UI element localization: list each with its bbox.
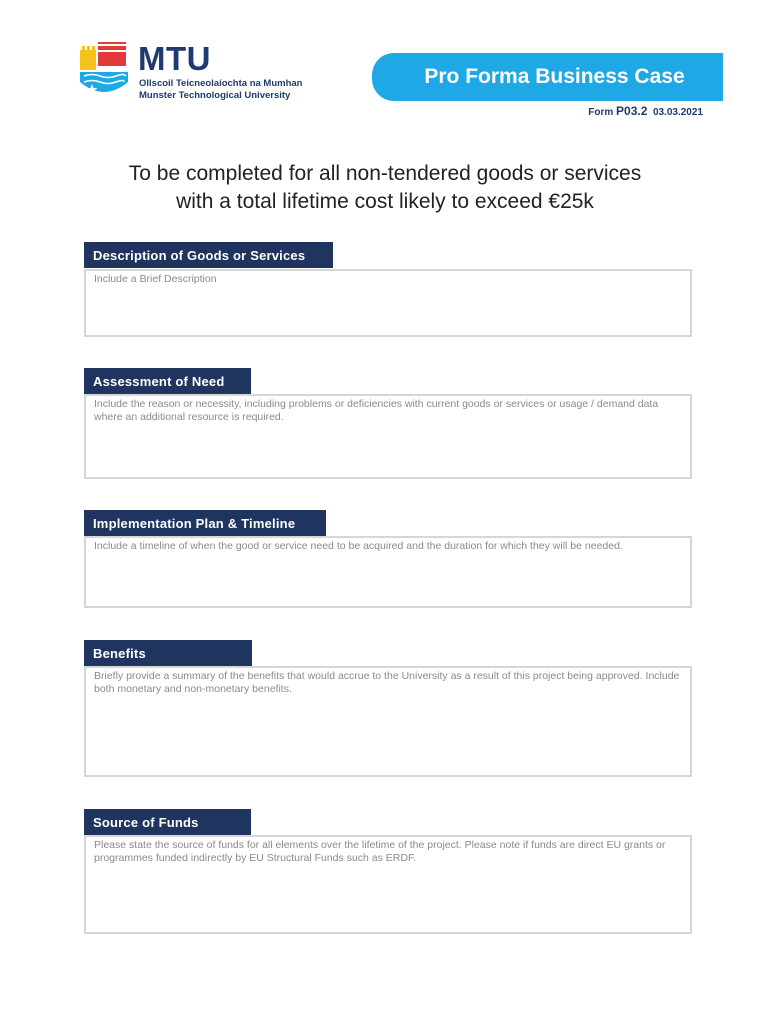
title-banner <box>372 53 723 101</box>
field-hint: Include the reason or necessity, including problems or deficiencies with current goods or services or usage / demand data where an additional resource is required. <box>94 398 659 423</box>
field-hint: Include a timeline of when the good or service need to be acquired and the duration for which they will be needed. <box>94 540 623 552</box>
logo-irish-name: Ollscoil Teicneolaíochta na Mumhan <box>139 78 303 89</box>
assessment-field[interactable] <box>84 394 692 479</box>
instruction-heading <box>60 160 710 216</box>
instruction-line-1: To be completed for all non-tendered goods or services <box>128 162 642 185</box>
description-field[interactable] <box>84 269 692 337</box>
form-code: P03.2 <box>616 104 648 118</box>
page-title: Pro Forma Business Case <box>424 65 685 88</box>
mtu-crest-icon <box>78 40 130 100</box>
logo-abbreviation: MTU <box>138 40 211 77</box>
form-date: 03.03.2021 <box>652 107 703 118</box>
section-label: Benefits <box>84 640 252 666</box>
section-label: Source of Funds <box>84 809 251 835</box>
form-reference <box>588 104 703 118</box>
benefits-field[interactable] <box>84 666 692 777</box>
section-label: Assessment of Need <box>84 368 251 394</box>
source-of-funds-field[interactable] <box>84 835 692 934</box>
logo-english-name: Munster Technological University <box>139 90 291 101</box>
field-hint: Include a Brief Description <box>94 273 217 285</box>
field-hint: Briefly provide a summary of the benefits that would accrue to the University as a result of this project being approved. Include both monetary and non-monetary benefits. <box>94 670 680 695</box>
section-label: Implementation Plan & Timeline <box>84 510 326 536</box>
field-hint: Please state the source of funds for all elements over the lifetime of the project. Please note if funds are direct EU grants or programmes funded indirectly by EU Structural Funds such as ERDF. <box>94 839 666 864</box>
mtu-logo <box>78 40 308 102</box>
implementation-field[interactable] <box>84 536 692 608</box>
instruction-line-2: with a total lifetime cost likely to exceed €25k <box>176 190 594 213</box>
section-label: Description of Goods or Services <box>84 242 333 268</box>
form-prefix: Form <box>588 107 614 118</box>
